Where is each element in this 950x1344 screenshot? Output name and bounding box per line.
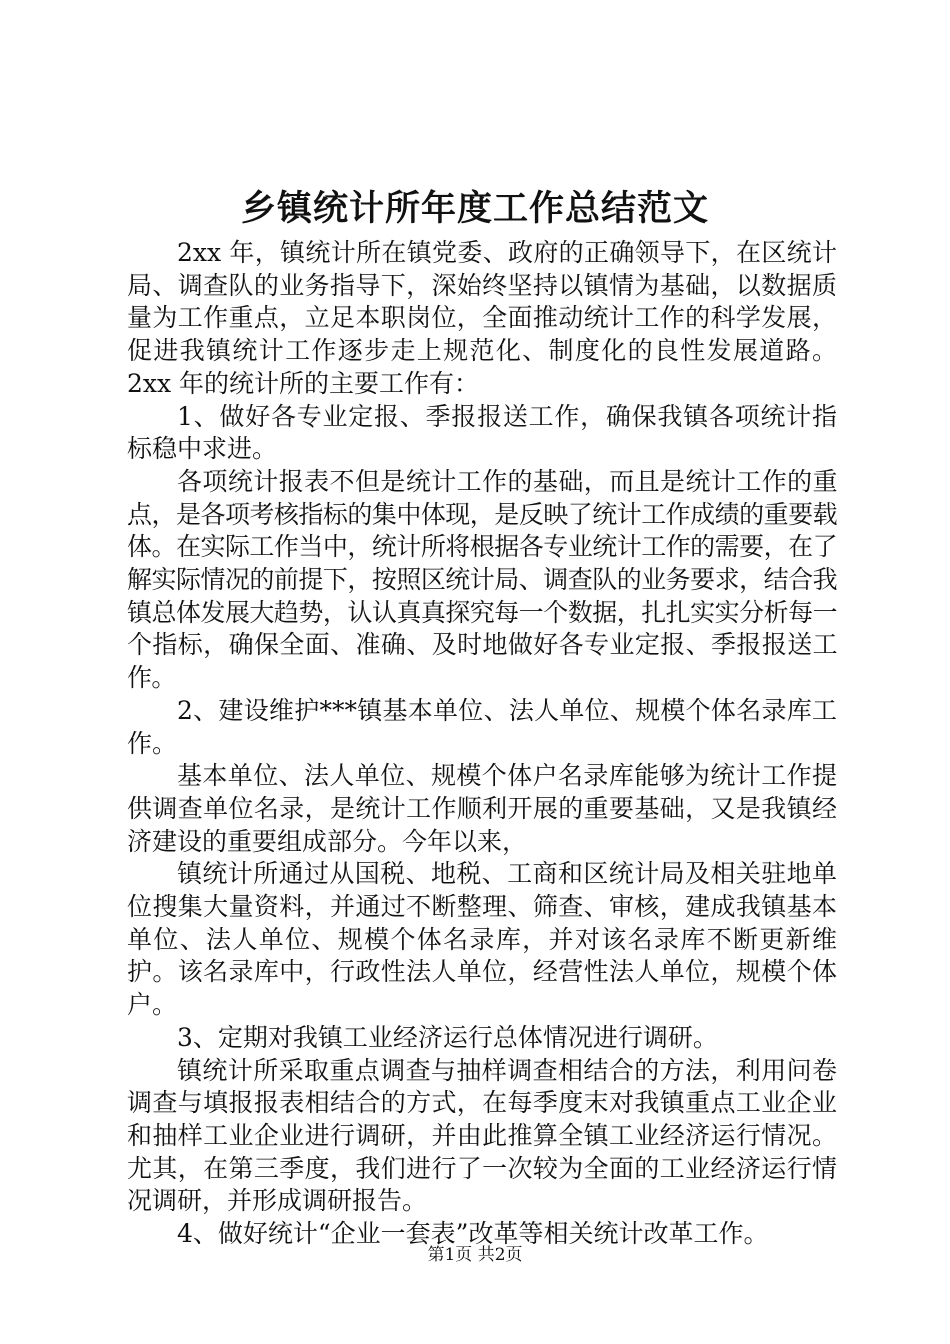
paragraph-intro: 2xx 年，镇统计所在镇党委、政府的正确领导下，在区统计局、调查队的业务指导下，深始终坚持以镇情为基础，以数据质量为工作重点，立足本职岗位，全面推动统计工作的科学发展，促进我镇统计工作逐步走上规范化、制度化的良性发展道路。2xx 年的统计所的主要工作有： xyxy=(127,238,837,398)
paragraph-item-1-heading: 1、做好各专业定报、季报报送工作，确保我镇各项统计指标稳中求进。 xyxy=(127,401,837,464)
paragraph-item-2-body: 基本单位、法人单位、规模个体户名录库能够为统计工作提供调查单位名录，是统计工作顺利开展的重要基础，又是我镇经济建设的重要组成部分。今年以来， xyxy=(127,761,837,856)
document-body xyxy=(127,237,837,1251)
paragraph-item-3-body: 镇统计所采取重点调查与抽样调查相结合的方法，利用问卷调查与填报报表相结合的方式，在每季度末对我镇重点工业企业和抽样工业企业进行调研，并由此推算全镇工业经济运行情况。尤其，在第三季度，我们进行了一次较为全面的工业经济运行情况调研，并形成调研报告。 xyxy=(127,1055,837,1216)
paragraph-item-1-body: 各项统计报表不但是统计工作的基础，而且是统计工作的重点，是各项考核指标的集中体现，是反映了统计工作成绩的重要载体。在实际工作当中，统计所将根据各专业统计工作的需要，在了解实际情况的前提下，按照区统计局、调查队的业务要求，结合我镇总体发展大趋势，认认真真探究每一个数据，扎扎实实分析每一个指标，确保全面、准确、及时地做好各专业定报、季报报送工作。 xyxy=(127,466,837,693)
page-footer: 第1页 共2页 xyxy=(427,1245,523,1265)
paragraph-item-3-heading: 3、定期对我镇工业经济运行总体情况进行调研。 xyxy=(177,1022,718,1052)
document-title: 乡镇统计所年度工作总结范文 xyxy=(240,188,709,229)
paragraph-item-2-heading: 2、建设维护***镇基本单位、法人单位、规模个体名录库工作。 xyxy=(127,695,837,758)
paragraph-item-2-body-cont: 镇统计所通过从国税、地税、工商和区统计局及相关驻地单位搜集大量资料，并通过不断整理、筛查、审核，建成我镇基本单位、法人单位、规模个体名录库，并对该名录库不断更新维护。该名录库中，行政性法人单位，经营性法人单位，规模个体户。 xyxy=(127,859,837,1020)
paragraph-item-4-heading: 4、做好统计“企业一套表”改革等相关统计改革工作。 xyxy=(177,1219,769,1249)
